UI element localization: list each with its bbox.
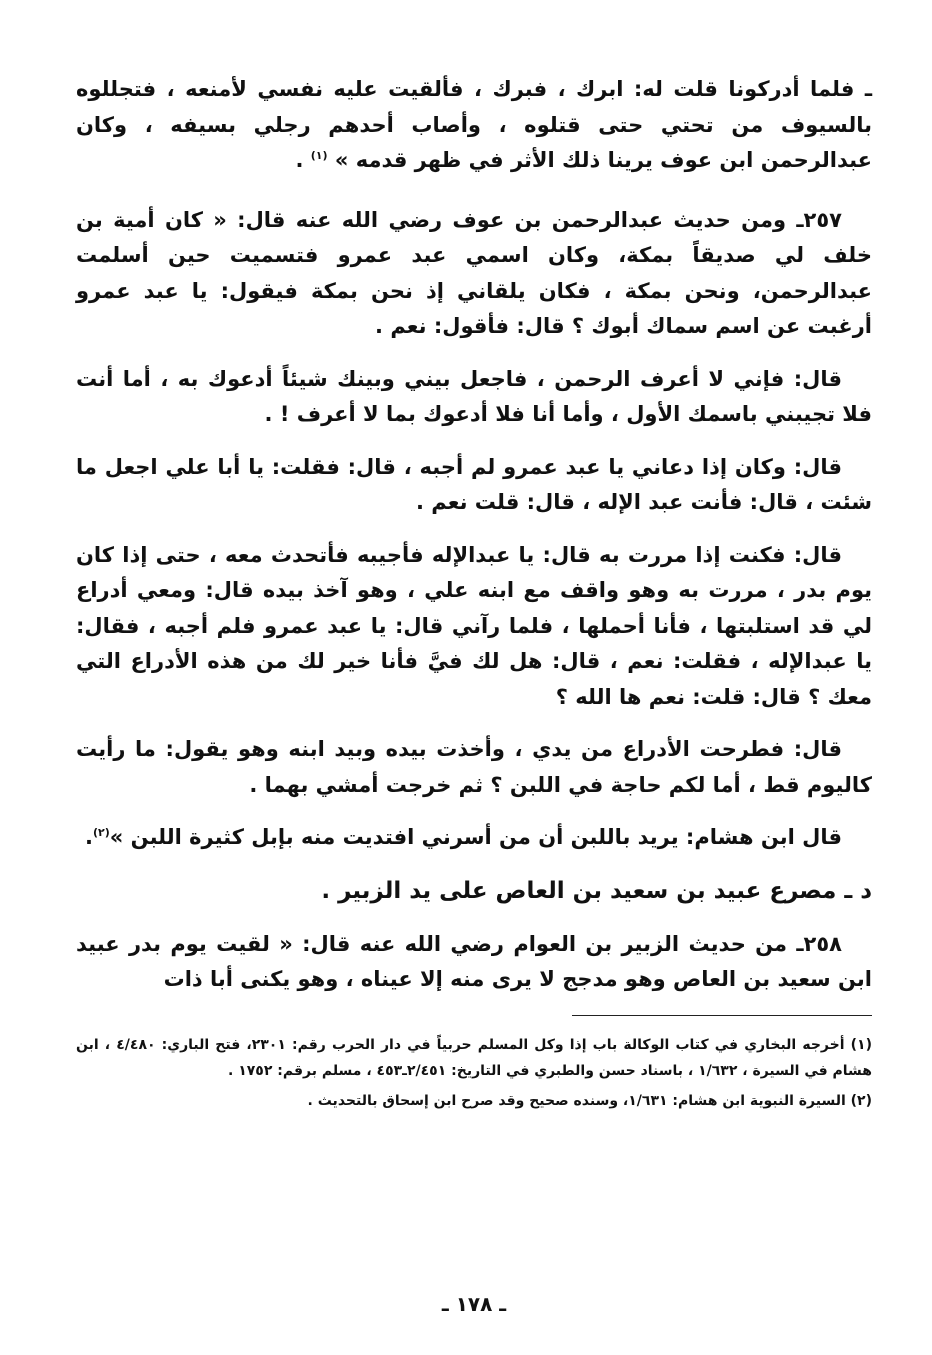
footnote-1: (١) أخرجه البخاري في كتاب الوكالة باب إذا وكل المسلم حربياً في دار الحرب رقم: ٢٣٠١، فتح الباري: ٤/٤٨٠ ، ابن هشام في السيرة ، ١/٦٣٢ ، باسناد حسن والطبري في التاريخ: ٢/٤٥١ـ٤٥٣ ، مسلم برقم: ١٧٥٢ . (76, 1036, 872, 1079)
footnote-divider (572, 1015, 872, 1016)
paragraph-2: قال: فإني لا أعرف الرحمن ، فاجعل بيني وبينك شيئاً أدعوك به ، أما أنت فلا تجيبني باسمك الأول ، وأما أنا فلا أدعوك بما لا أعرف ! . (76, 366, 872, 426)
paragraph-5: قال: فطرحت الأدراع من يدي ، وأخذت بيده وبيد ابنه وهو يقول: ما رأيت كاليوم قط ، أما لكم حاجة في اللبن ؟ ثم خرجت أمشي بهما . (76, 737, 872, 797)
paragraph-3: قال: وكان إذا دعاني يا عبد عمرو لم أجبه ، قال: فقلت: يا أبا علي اجعل ما شئت ، قال: فأنت عبد الإله ، قال: قلت نعم . (76, 454, 872, 514)
paragraph-continuation: ـ فلما أدركونا قلت له: ابرك ، فبرك ، فألقيت عليه نفسي لأمنعه ، فتجللوه بالسيوف من تحتي حتى قتلوه ، وأصاب أحدهم رجلي بسيفه ، وكان عبدالرحمن ابن عوف يرينا ذلك الأثر في ظهر قدمه » $^{(١)}$ . (76, 77, 872, 172)
paragraph-ibn-hisham: قال ابن هشام: يريد باللبن أن من أسرني افتديت منه بإبل كثيرة اللبن »$^{(٢)}$. (85, 825, 842, 849)
section-heading: د ـ مصرع عبيد بن سعيد بن العاص على يد الزبير . (321, 877, 872, 904)
paragraph-4: قال: فكنت إذا مررت به قال: يا عبدالإله فأجيبه فأتحدث معه ، حتى إذا كان يوم بدر ، مررت به وهو واقف مع ابنه علي ، وهو آخذ بيده قال: ومعي أدراع لي قد استلبتها ، فأنا أحملها ، فلما رآني قال: يا عبد عمرو فلم أجبه ، فقال: يا عبدالإله ، فقلت: نعم ، قال: هل لك فيَّ فأنا خير لك من هذه الأدراع التي معك ؟ قال: قلت: نعم ها الله ؟ (76, 542, 872, 709)
page-number: ـ ١٧٨ ـ (441, 1292, 507, 1316)
document-page (76, 72, 872, 1332)
paragraph-hadith-257: ٢٥٧ـ ومن حديث عبدالرحمن بن عوف رضي الله عنه قال: « كان أمية بن خلف لي صديقاً بمكة، وكان اسمي عبد عمرو فتسميت حين أسلمت عبدالرحمن، ونحن بمكة ، فكان يلقاني إذ نحن بمكة فيقول: يا عبد عمرو أرغبت عن اسم سماك أبوك ؟ قال: فأقول: نعم . (76, 207, 872, 338)
footnote-2: (٢) السيرة النبوية ابن هشام: ١/٦٣١، وسنده صحيح وقد صرح ابن إسحاق بالتحديث . (307, 1092, 872, 1109)
paragraph-hadith-258: ٢٥٨ـ من حديث الزبير بن العوام رضي الله عنه قال: « لقيت يوم بدر عبيد ابن سعيد بن العاص وهو مدجج لا يرى منه إلا عيناه ، وهو يكنى أبا ذات (76, 931, 872, 991)
footnote-ref-2[interactable]: (٢) (93, 826, 110, 839)
footnote-ref-1[interactable]: (١) (310, 149, 328, 162)
